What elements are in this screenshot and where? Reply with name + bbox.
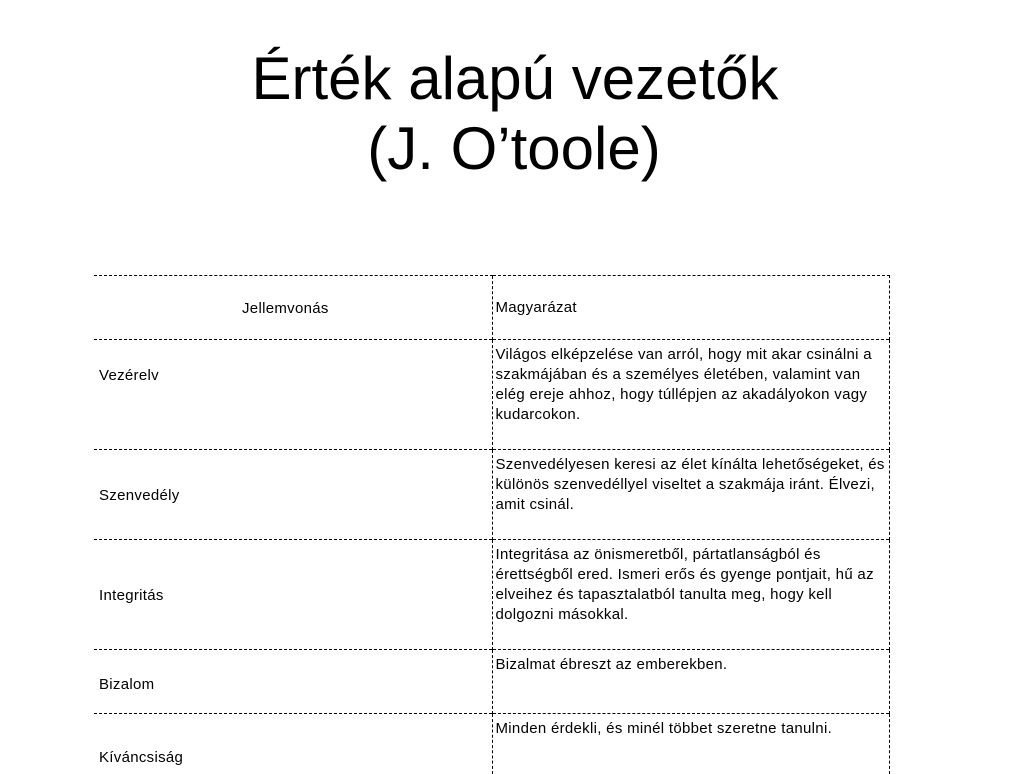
explanation-cell: Szenvedélyesen keresi az élet kínálta lehetőségeket, és különös szenvedéllyel viseltet a szakmája iránt. Élvezi, amit csinál. bbox=[492, 450, 889, 540]
trait-cell: Integritás bbox=[94, 540, 492, 650]
explanation-cell: Bizalmat ébreszt az emberekben. bbox=[492, 650, 889, 714]
header-explanation: Magyarázat bbox=[492, 276, 889, 340]
table-row bbox=[94, 714, 889, 774]
title-line-2: (J. O’toole) bbox=[367, 115, 661, 182]
explanation-cell: Integritása az önismeretből, pártatlanságból és érettségből ered. Ismeri erős és gyenge pontjait, hű az elveihez és tapasztalatból tanulta meg, hogy kell dolgozni másokkal. bbox=[492, 540, 889, 650]
header-trait: Jellemvonás bbox=[94, 276, 492, 340]
table-header-row bbox=[94, 276, 889, 340]
traits-table bbox=[94, 275, 890, 774]
trait-cell: Szenvedély bbox=[94, 450, 492, 540]
title-line-1: Érték alapú vezetők bbox=[251, 45, 779, 112]
table-row bbox=[94, 340, 889, 450]
trait-cell: Kíváncsiság bbox=[94, 714, 492, 774]
table-row bbox=[94, 450, 889, 540]
table-row bbox=[94, 540, 889, 650]
table-row bbox=[94, 650, 889, 714]
trait-cell: Bizalom bbox=[94, 650, 492, 714]
explanation-cell: Világos elképzelése van arról, hogy mit akar csinálni a szakmájában és a személyes életében, valamint van elég ereje ahhoz, hogy túllépjen az akadályokon vagy kudarcokon. bbox=[492, 340, 889, 450]
slide-title bbox=[0, 44, 1024, 184]
explanation-cell: Minden érdekli, és minél többet szeretne tanulni. bbox=[492, 714, 889, 774]
trait-cell: Vezérelv bbox=[94, 340, 492, 450]
